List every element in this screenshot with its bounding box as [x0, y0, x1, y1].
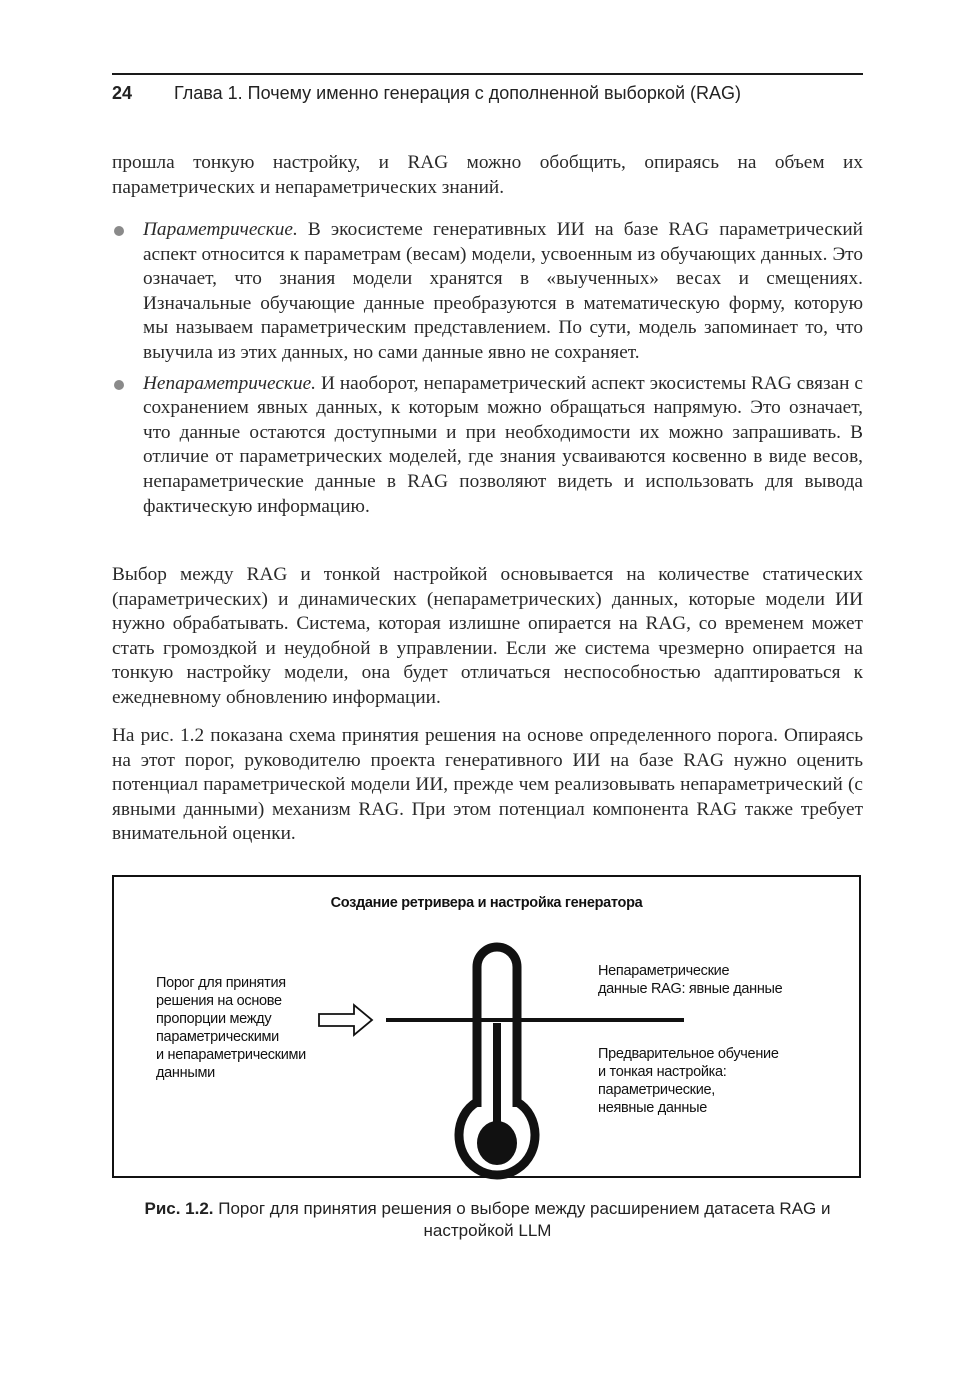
- label-line: данные RAG: явные данные: [598, 981, 783, 997]
- label-line: параметрические,: [598, 1082, 716, 1098]
- label-line: Предварительное обучение: [598, 1046, 779, 1062]
- choice-text: Выбор между RAG и тонкой настройкой основывается на количестве статических (параметрических) и динамических (непараметрических) данных, которые модели ИИ нужно обрабатывать. Система, которая излишне опирается на RAG, со временем может стать громоздкой и неудобной в управлении. Если же система чрезмерно опирается на тонкую настройку модели, она будет отличаться неспособностью адаптироваться к ежедневному обновлению информации.: [112, 564, 863, 708]
- nonparametric-label: [598, 962, 838, 998]
- figure-title: Создание ретривера и настройка генератора: [330, 895, 643, 911]
- thermometer-icon: [459, 947, 535, 1175]
- intro-text: прошла тонкую настройку, и RAG можно обобщить, опираясь на объем их параметрических и непараметрических знаний.: [112, 152, 863, 198]
- label-line: Порог для принятия: [156, 975, 286, 991]
- threshold-label: [156, 974, 356, 1082]
- caption-text: Порог для принятия решения о выборе между расширением датасета RAG и настройкой LLM: [213, 1199, 831, 1240]
- label-line: и непараметрическими: [156, 1047, 306, 1063]
- figure-ref-paragraph: [112, 724, 863, 847]
- bullet-term: Непараметрические.: [143, 372, 316, 394]
- figure-ref-text: На рис. 1.2 показана схема принятия решения на основе определенного порога. Опираясь на этот порог, руководителю проекта генеративного ИИ на базе RAG нужно оценить потенциал параметрической модели ИИ, прежде чем реализовывать непараметрический (с явными данными) механизм RAG. При этом потенциал компонента RAG также требует внимательной оценки.: [112, 725, 863, 845]
- label-line: параметрическими: [156, 1029, 279, 1045]
- label-line: неявные данные: [598, 1100, 707, 1116]
- figure-1-2: [112, 875, 861, 1178]
- label-line: и тонкая настройка:: [598, 1064, 727, 1080]
- label-line: пропорции между: [156, 1011, 272, 1027]
- bullet-term: Параметрические.: [143, 219, 298, 240]
- caption-number: Рис. 1.2.: [144, 1199, 214, 1218]
- label-line: данными: [156, 1065, 215, 1081]
- bullet-text: И наоборот, непараметрический аспект экосистемы RAG связан с сохранением явных данных, к которым можно обращаться напрямую. Это означает, что данные остаются доступными и при необходимости их можно запрашивать. В отличие от параметрических моделей, где знания усваиваются косвенно в виде весов, непараметрические данные в RAG позволяют видеть и использовать для вывода фактическую информацию.: [143, 372, 863, 517]
- header-rule: [112, 73, 863, 75]
- choice-paragraph: [112, 563, 863, 711]
- running-header: [112, 83, 863, 104]
- bullet-list: [112, 218, 863, 525]
- parametric-label: [598, 1045, 838, 1117]
- intro-paragraph: [112, 151, 863, 200]
- bullet-nonparametric: [112, 372, 863, 520]
- bullet-parametric: [112, 218, 863, 366]
- label-line: Непараметрические: [598, 963, 730, 979]
- bullet-dot-icon: [114, 380, 124, 390]
- figure-caption: [112, 1198, 863, 1242]
- chapter-title: Глава 1. Почему именно генерация с дополненной выборкой (RAG): [174, 83, 741, 103]
- bullet-text: В экосистеме генеративных ИИ на базе RAG параметрический аспект относится к параметрам (весам) модели, усвоенным из обучающих данных. Это означает, что знания модели хранятся в «выученных» весах и смещениях. Изначальные обучающие данные преобразуются в математическую форму, которую мы называем параметрическим представлением. По сути, модель запоминает то, что выучила из этих данных, но сами данные явно не сохраняет.: [143, 219, 863, 363]
- bullet-dot-icon: [114, 226, 124, 236]
- label-line: решения на основе: [156, 993, 282, 1009]
- page-number: 24: [112, 83, 133, 103]
